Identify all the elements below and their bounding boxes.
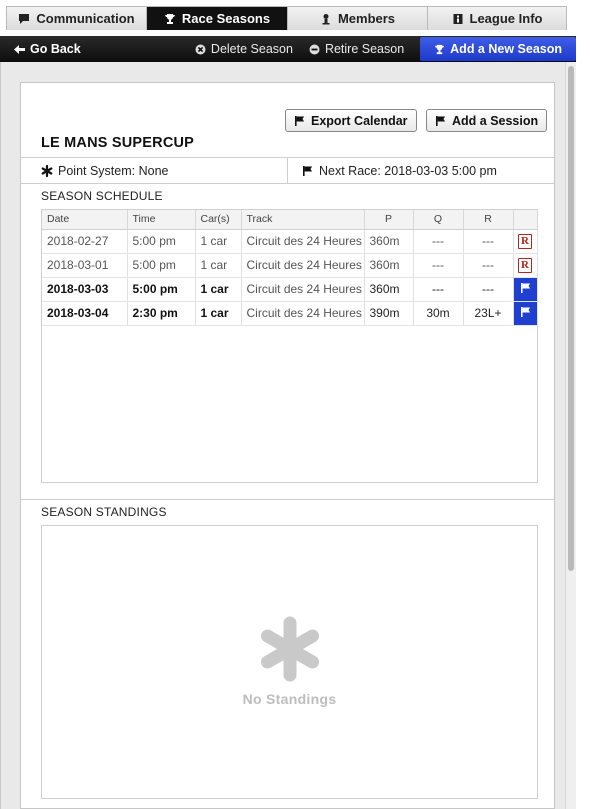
season-schedule-heading: SEASON SCHEDULE xyxy=(41,189,163,203)
season-standings-box xyxy=(41,525,538,799)
table-row[interactable] xyxy=(42,253,537,277)
trophy-icon xyxy=(164,13,176,25)
flag-icon xyxy=(294,115,305,126)
row-time: 5:00 pm xyxy=(127,253,195,277)
table-row[interactable] xyxy=(42,277,537,301)
top-tab-bar xyxy=(6,6,567,30)
trophy-icon xyxy=(434,44,445,55)
season-panel xyxy=(20,82,555,809)
tab-members[interactable] xyxy=(288,7,428,30)
delete-season-label: Delete Season xyxy=(210,42,293,56)
column-header-track[interactable]: Track xyxy=(241,210,364,229)
row-race: --- xyxy=(463,229,513,253)
season-title: LE MANS SUPERCUP xyxy=(41,135,195,151)
delete-season-button[interactable] xyxy=(189,36,299,62)
row-time: 2:30 pm xyxy=(127,301,195,325)
tab-race-seasons[interactable] xyxy=(147,7,288,30)
column-header-status xyxy=(513,210,537,229)
row-cars: 1 car xyxy=(195,301,241,325)
no-standings-text: No Standings xyxy=(242,691,337,707)
row-track: Circuit des 24 Heures xyxy=(241,277,364,301)
row-date: 2018-03-04 xyxy=(42,301,127,325)
column-header-cars[interactable]: Car(s) xyxy=(195,210,241,229)
tab-league-info[interactable] xyxy=(428,7,566,30)
tab-communication-label: Communication xyxy=(36,11,135,26)
row-race: --- xyxy=(463,277,513,301)
row-date: 2018-03-03 xyxy=(42,277,127,301)
arrow-left-icon xyxy=(14,44,25,55)
delete-circle-icon xyxy=(195,44,206,55)
flag-icon xyxy=(520,306,531,317)
add-new-season-label: Add a New Season xyxy=(450,42,562,56)
results-button[interactable] xyxy=(513,229,537,253)
row-date: 2018-02-27 xyxy=(42,229,127,253)
next-race-text: Next Race: 2018-03-03 5:00 pm xyxy=(319,163,497,178)
vertical-scrollbar[interactable] xyxy=(565,62,576,809)
tab-league-info-label: League Info xyxy=(469,11,543,26)
add-session-button[interactable] xyxy=(426,109,547,132)
row-qualifying: --- xyxy=(413,229,463,253)
row-time: 5:00 pm xyxy=(127,277,195,301)
info-icon xyxy=(452,13,464,25)
minus-circle-icon xyxy=(309,44,320,55)
season-action-bar xyxy=(0,36,576,62)
row-practice: 360m xyxy=(364,277,413,301)
section-divider xyxy=(21,499,554,500)
point-system-info xyxy=(21,164,287,178)
retire-season-label: Retire Season xyxy=(324,42,405,56)
results-button[interactable] xyxy=(513,253,537,277)
asterisk-icon xyxy=(257,616,323,682)
session-flag-button[interactable] xyxy=(513,277,537,301)
go-back-label: Go Back xyxy=(30,42,81,56)
row-qualifying: 30m xyxy=(413,301,463,325)
flag-icon xyxy=(435,115,446,126)
row-cars: 1 car xyxy=(195,277,241,301)
column-header-date[interactable]: Date xyxy=(42,210,127,229)
results-icon: R xyxy=(518,234,532,249)
schedule-header-row xyxy=(42,210,537,229)
column-header-practice[interactable]: P xyxy=(364,210,413,229)
flag-icon xyxy=(302,165,313,176)
next-race-info xyxy=(287,158,554,183)
season-info-row xyxy=(21,157,554,184)
scrollbar-thumb[interactable] xyxy=(568,66,574,571)
chat-icon xyxy=(18,13,30,25)
flag-icon xyxy=(520,282,531,293)
add-new-season-button[interactable] xyxy=(420,37,576,61)
session-flag-button[interactable] xyxy=(513,301,537,325)
row-track: Circuit des 24 Heures xyxy=(241,229,364,253)
row-cars: 1 car xyxy=(195,229,241,253)
row-track: Circuit des 24 Heures xyxy=(241,253,364,277)
tab-race-seasons-label: Race Seasons xyxy=(181,11,271,26)
row-practice: 360m xyxy=(364,229,413,253)
row-track: Circuit des 24 Heures xyxy=(241,301,364,325)
table-row[interactable] xyxy=(42,229,537,253)
row-qualifying: --- xyxy=(413,253,463,277)
season-schedule-table xyxy=(41,209,538,483)
column-header-qualifying[interactable]: Q xyxy=(413,210,463,229)
export-calendar-button[interactable] xyxy=(285,109,417,132)
row-practice: 390m xyxy=(364,301,413,325)
tab-members-label: Members xyxy=(337,11,396,26)
no-standings-placeholder xyxy=(42,616,537,707)
table-row[interactable] xyxy=(42,301,537,325)
add-session-label: Add a Session xyxy=(452,113,539,128)
column-header-time[interactable]: Time xyxy=(127,210,195,229)
row-time: 5:00 pm xyxy=(127,229,195,253)
export-calendar-label: Export Calendar xyxy=(311,113,408,128)
tab-communication[interactable] xyxy=(7,7,147,30)
asterisk-icon xyxy=(41,165,53,177)
row-race: 23L+ xyxy=(463,301,513,325)
results-icon: R xyxy=(518,258,532,273)
row-practice: 360m xyxy=(364,253,413,277)
retire-season-button[interactable] xyxy=(303,36,410,62)
row-cars: 1 car xyxy=(195,253,241,277)
row-qualifying: --- xyxy=(413,277,463,301)
point-system-text: Point System: None xyxy=(58,163,169,178)
content-scroll-area[interactable] xyxy=(0,62,576,809)
row-race: --- xyxy=(463,253,513,277)
go-back-button[interactable] xyxy=(8,36,87,62)
person-icon xyxy=(320,13,332,25)
season-standings-heading: SEASON STANDINGS xyxy=(41,505,167,519)
row-date: 2018-03-01 xyxy=(42,253,127,277)
column-header-race[interactable]: R xyxy=(463,210,513,229)
